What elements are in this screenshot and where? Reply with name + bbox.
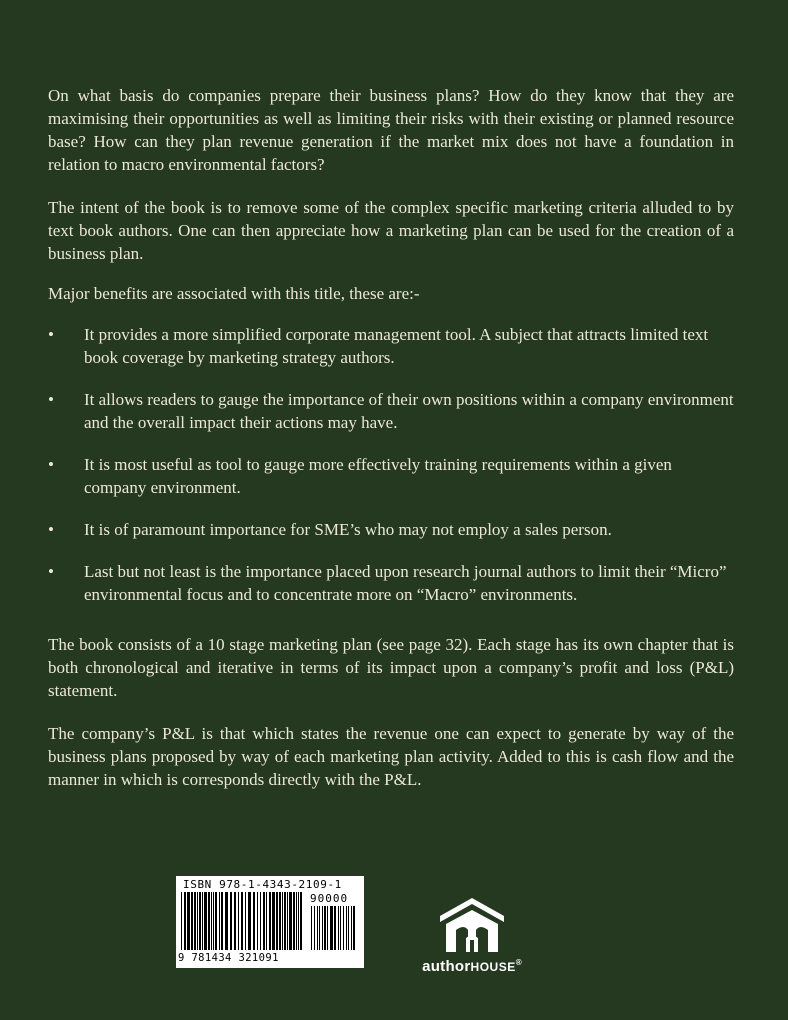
- bullet-icon: •: [48, 325, 54, 344]
- list-item: [48, 323, 734, 369]
- back-cover-text: [48, 84, 734, 791]
- list-item: [48, 388, 734, 434]
- bullet-icon: •: [48, 455, 54, 474]
- benefit-text: It allows readers to gauge the importance of their own positions within a company environment and the overall impact their actions may have.: [84, 390, 734, 432]
- closing-paragraph: The company’s P&L is that which states the revenue one can expect to generate by way of the business plans proposed by way of each marketing plan activity. Added to this is cash flow and the manner in which is corresponds directly with the P&L.: [48, 724, 734, 789]
- list-item: [48, 518, 734, 541]
- price-barcode-bars: [310, 906, 358, 950]
- house-logo-icon: [436, 894, 508, 954]
- bullet-icon: •: [48, 520, 54, 539]
- isbn-label: ISBN 978-1-4343-2109-1: [183, 878, 342, 891]
- bullet-icon: •: [48, 390, 54, 409]
- publisher-name: authorHOUSE®: [422, 958, 522, 975]
- benefit-text: Last but not least is the importance placed upon research journal authors to limit their “Micro” environmental focus and to concentrate more on “Macro” environments.: [84, 562, 727, 604]
- barcode-bars: [180, 892, 306, 950]
- list-item: [48, 560, 734, 606]
- intro-paragraph: On what basis do companies prepare their business plans? How do they know that they are maximising their opportunities as well as limiting their risks with their existing or planned resource base? How can they plan revenue generation if the market mix does not have a foundation in relation to macro environmental factors?: [48, 86, 734, 174]
- isbn-barcode: [176, 876, 364, 968]
- benefit-text: It is of paramount importance for SME’s who may not employ a sales person.: [84, 520, 612, 539]
- benefits-list: [48, 323, 734, 606]
- benefit-text: It provides a more simplified corporate management tool. A subject that attracts limited text book coverage by marketing strategy authors.: [84, 325, 709, 367]
- closing-paragraph: The book consists of a 10 stage marketing plan (see page 32). Each stage has its own chapter that is both chronological and iterative in terms of its impact upon a company’s profit and loss (P&L) statement.: [48, 635, 734, 700]
- price-code: 90000: [310, 892, 349, 905]
- benefit-text: It is most useful as tool to gauge more effectively training requirements within a given company environment.: [84, 455, 672, 497]
- list-item: [48, 453, 734, 499]
- publisher-logo: [410, 894, 534, 975]
- intro-paragraph: The intent of the book is to remove some of the complex specific marketing criteria alluded to by text book authors. One can then appreciate how a marketing plan can be used for the creation of a business plan.: [48, 198, 734, 263]
- bullet-icon: •: [48, 562, 54, 581]
- benefits-lead: Major benefits are associated with this title, these are:-: [48, 284, 420, 303]
- barcode-digits: 9 781434 321091: [178, 952, 279, 964]
